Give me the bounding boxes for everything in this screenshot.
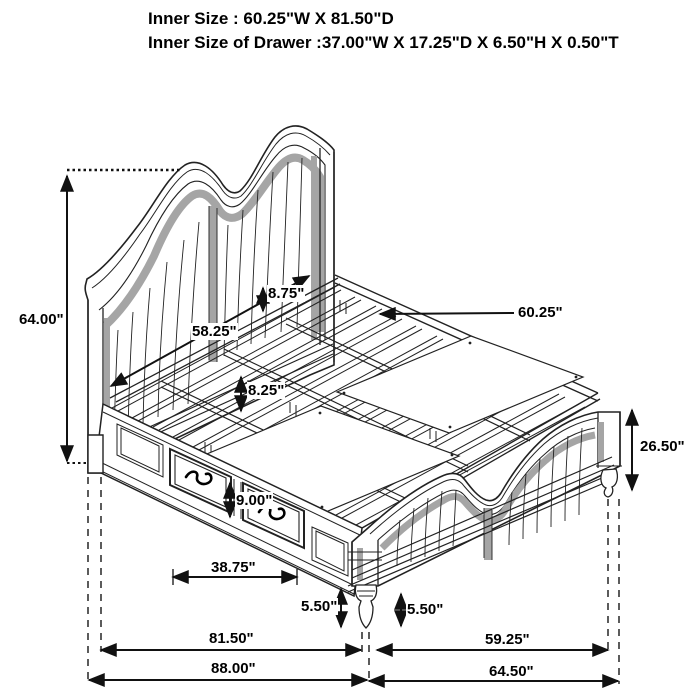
dim-slat-clearance: 8.25" <box>248 382 285 399</box>
inner-size-title: Inner Size : 60.25"W X 81.50"D <box>148 9 394 28</box>
dim-overall-length: 88.00" <box>211 660 256 677</box>
dim-drawer-area-width: 38.75" <box>211 559 256 576</box>
footboard-scroll-foot <box>601 469 618 497</box>
dim-overall-width: 64.50" <box>489 663 534 680</box>
dim-footboard-height: 26.50" <box>640 438 685 455</box>
dim-headboard-rail-gap: 8.75" <box>268 285 305 302</box>
dim-front-leg-height: 5.50" <box>301 598 338 615</box>
dim-headboard-inner-width: 58.25" <box>192 323 237 340</box>
dim-foot-inner-width: 59.25" <box>485 631 530 648</box>
dim-side-rail-length: 81.50" <box>209 630 254 647</box>
inner-drawer-size-title: Inner Size of Drawer :37.00"W X 17.25"D X 6.50"H X 0.50"T <box>148 33 619 52</box>
dim-headboard-height: 64.00" <box>19 311 64 328</box>
dim-leader-60-25 <box>380 313 514 314</box>
dim-slat-area-width: 60.25" <box>518 304 563 321</box>
headboard-leg <box>88 435 103 473</box>
dim-footboard-leg-height: 5.50" <box>407 601 444 618</box>
dim-drawer-front-height: 9.00" <box>236 492 273 509</box>
